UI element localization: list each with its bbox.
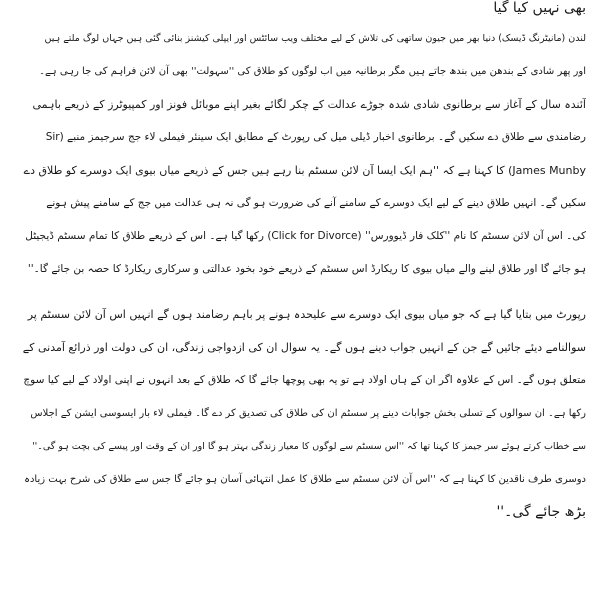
article-body — [22, 0, 586, 529]
article-line: آئندہ سال کے آغاز سے برطانوی شادی شدہ جوڑے عدالت کے چکر لگائے بغیر اپنے موبائل فونز اور کمپیوٹرز کے ذریعے باہمی — [32, 98, 586, 111]
article-line: رضامندی سے طلاق دے سکیں گے۔ برطانوی اخبار ڈیلی میل کی رپورٹ کے مطابق ایک سینئر فیملی لاء جج سرجیمز منبے (Sir — [45, 131, 586, 143]
article-line: دوسری طرف ناقدین کا کہنا ہے کہ ''اس آن لائن سسٹم سے طلاق کا عمل انتہائی آسان ہو جائے گا جس سے طلاق کی شرح بہت زیادہ — [24, 474, 586, 485]
article-line: متعلق ہوں گے۔ اس کے علاوہ اگر ان کے ہاں اولاد ہے تو یہ بھی پوچھا جائے گا کہ طلاق کے بعد انہوں نے اپنی اولاد کے لیے کیا سوچ — [23, 374, 586, 386]
article-line: رپورٹ میں بتایا گیا ہے کہ جو میاں بیوی ایک دوسرے سے علیحدہ ہونے پر باہم رضامند ہوں گے انہیں اس آن لائن سسٹم پر — [27, 308, 586, 321]
article-paragraph-2 — [22, 298, 586, 529]
article-paragraph-1 — [22, 0, 586, 286]
article-line: بڑھ جائے گی۔'' — [496, 504, 586, 520]
article-line: کی۔ اس آن لائن سسٹم کا نام ''کلک فار ڈیوورس'' (Click for Divorce) رکھا گیا ہے۔ اس کے ذریعے طلاق کا تمام سسٹم ڈیجیٹل — [25, 230, 586, 242]
article-line: سے خطاب کرتے ہوئے سر جیمز کا کہنا تھا کہ ''اس سسٹم سے لوگوں کا معیار زندگی بہتر ہو گا اور ان کے وقت اور پیسے کی بچت ہو گی۔'' — [32, 441, 586, 452]
article-line: ہو جائے گا اور طلاق لینے والے میاں بیوی کا ریکارڈ اس سسٹم کے ذریعے خود بخود عدالتی و سرکاری ریکارڈ کا حصہ بن جائے گا۔'' — [27, 263, 586, 275]
article-line: رکھا ہے۔ ان سوالوں کے تسلی بخش جوابات دینے پر سسٹم ان کی طلاق کی تصدیق کر دے گا۔ فیملی لاء بار ایسوسی ایشن کے اجلاس — [30, 408, 586, 419]
article-line: سکیں گے۔ انہیں طلاق دینے کے لیے ایک دوسرے کے سامنے آنے کی ضرورت ہو گی نہ ہی عدالت میں جج کے سامنے پیش ہونے — [46, 197, 586, 209]
article-line: James Munby) کا کہنا ہے کہ ''ہم ایک ایسا آن لائن سسٹم بنا رہے ہیں جس کے ذریعے میاں بیوی ایک دوسرے کو طلاق دے — [23, 164, 586, 177]
article-line: لندن (مانیٹرنگ ڈیسک) دنیا بھر میں جیون ساتھی کی تلاش کے لیے مختلف ویب سائٹس اور ایپلی کیشنز بنائی گئی ہیں جہاں لوگ ملتے ہیں — [44, 33, 586, 44]
article-line: سوالنامے دیئے جائیں گے جن کے انہیں جواب دینے ہوں گے۔ یہ سوال ان کی ازدواجی زندگی، ان کی دولت اور ذرائع آمدنی کے — [22, 341, 586, 354]
article-line: اور پھر شادی کے بندھن میں بندھ جاتے ہیں مگر برطانیہ میں اب لوگوں کو طلاق کی ''سہولت'' بھی آن لائن فراہم کی جا رہی ہے۔ — [39, 66, 586, 77]
article-line: بھی نہیں کیا گیا — [493, 0, 586, 16]
